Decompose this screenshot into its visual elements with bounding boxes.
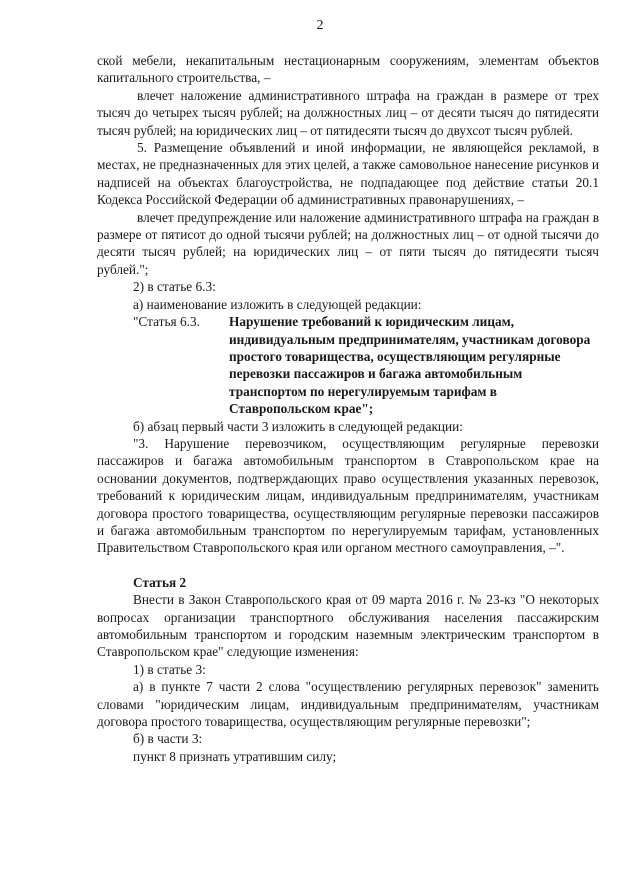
article-label: "Статья 6.3. (133, 314, 200, 330)
article-title-block (133, 313, 599, 417)
paragraph: Внести в Закон Ставропольского края от 09 марта 2016 г. № 23-кз "О некоторых вопросах организации транспортного обслуживания населения пассажирским автомобильным транспортом и городским наземным электрическим транспортом в Ставропольском крае" следующие изменения: (97, 592, 599, 660)
article-heading: Статья 2 (133, 574, 187, 590)
document-body (97, 52, 599, 765)
paragraph: влечет предупреждение или наложение административного штрафа на граждан в размере от пятисот до одной тысячи рублей; на должностных лиц – от одной тысячи до десяти тысяч рублей; на юридических лиц – от пяти тысяч до пятидесяти тысяч рублей."; (97, 209, 599, 277)
paragraph: б) абзац первый части 3 изложить в следующей редакции: (133, 418, 463, 434)
paragraph: 2) в статье 6.3: (133, 279, 216, 295)
paragraph: а) в пункте 7 части 2 слова "осуществлению регулярных перевозок" заменить словами "юридическим лицам, индивидуальным предпринимателям, участникам договора простого товарищества, осуществляющим регулярные перевозки"; (97, 679, 599, 730)
paragraph: 5. Размещение объявлений и иной информации, не являющейся рекламой, в местах, не предназначенных для этих целей, а также самовольное нанесение рисунков и надписей на объектах благоустройства, не подпадающее под действие статьи 20.1 Кодекса Российской Федерации об административных правонарушениях, – (97, 140, 599, 208)
spacer (97, 557, 599, 574)
paragraph: "3. Нарушение перевозчиком, осуществляющим регулярные перевозки пассажиров и багажа автомобильным транспортом в Ставропольском крае на основании документов, подтверждающих право осуществления указанных перевозок, требований к юридическим лицам, индивидуальным предпринимателям, участникам договора простого товарищества, осуществляющим регулярные перевозки пассажиров и багажа автомобильным транспортом по нерегулируемым тарифам, установленных Правительством Ставропольского края или органом местного самоуправления, –". (97, 435, 599, 556)
paragraph: б) в части 3: (133, 731, 203, 747)
paragraph: влечет наложение административного штрафа на граждан в размере от трех тысяч до четырех тысяч рублей; на должностных лиц – от десяти тысяч до пятидесяти тысяч рублей; на юридических лиц – от пятидесяти тысяч до двухсот тысяч рублей. (97, 87, 599, 138)
paragraph: 1) в статье 3: (133, 661, 206, 677)
paragraph: пункт 8 признать утратившим силу; (133, 748, 337, 764)
paragraph: а) наименование изложить в следующей редакции: (133, 296, 422, 312)
page-number: 2 (316, 18, 324, 33)
paragraph: ской мебели, некапитальным нестационарным сооружениям, элементам объектов капитального строительства, – (97, 53, 599, 86)
article-title: Нарушение требований к юридическим лицам, индивидуальным предпринимателям, участникам договора простого товарищества, осуществляющим регулярные перевозки пассажиров и багажа автомобильным транспортом по нерегулируемым тарифам в Ставропольском крае"; (229, 314, 591, 417)
